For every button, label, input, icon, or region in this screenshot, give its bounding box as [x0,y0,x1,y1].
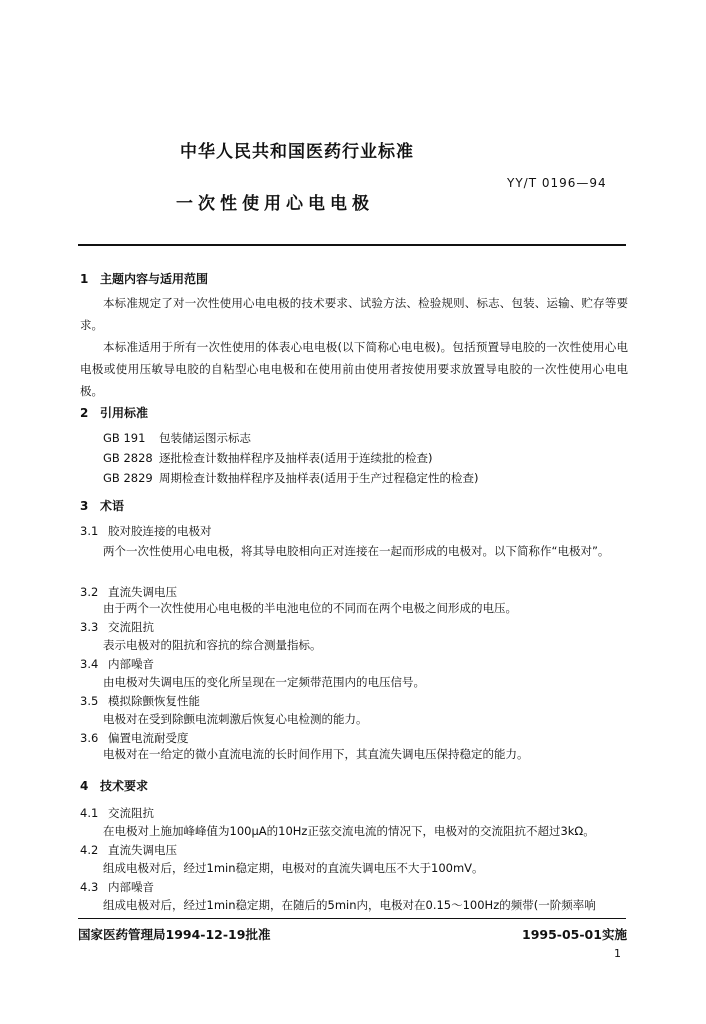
term-number: 3.2 [80,585,99,599]
section-4-heading [80,777,148,794]
term-definition: 表示电极对的阻抗和容抗的综合测量指标。 [103,638,322,652]
reference-item [103,470,478,486]
requirement-text: 组成电极对后，经过1min稳定期，电极对的直流失调电压不大于100mV。 [103,861,484,875]
term-number: 3.1 [80,524,99,538]
section-number: 4 [80,779,89,793]
requirement-text: 组成电极对后，经过1min稳定期，在随后的5min内，电极对在0.15～100Hz的频带(一阶频率响 [103,898,596,912]
term-number: 3.3 [80,620,99,634]
requirement-number: 4.1 [80,806,99,820]
reference-code: GB 2828 [103,451,153,465]
approval-info: 国家医药管理局1994-12-19批准 [78,927,271,942]
term-heading [80,693,200,709]
requirement-number: 4.2 [80,843,99,857]
standard-category-title: 中华人民共和国医药行业标准 [180,142,414,162]
requirement-heading [80,879,154,895]
term-number: 3.4 [80,657,99,671]
reference-code: GB 2829 [103,471,153,485]
term-heading [80,523,212,539]
term-title: 内部噪音 [108,657,154,671]
requirement-heading [80,842,177,858]
header-rule [78,244,626,246]
section-1-heading [80,270,208,287]
reference-text: 周期检查计数抽样程序及抽样表(适用于生产过程稳定性的检查) [159,471,479,485]
reference-item [103,450,432,466]
requirement-title: 直流失调电压 [108,843,177,857]
term-definition: 电极对在一给定的微小直流电流的长时间作用下，其直流失调电压保持稳定的能力。 [103,747,529,761]
page-number: 1 [614,947,621,960]
section-2-heading [80,404,148,421]
section-title: 引用标准 [100,406,149,420]
footer-rule [78,918,626,919]
requirement-title: 交流阻抗 [108,806,154,820]
term-number: 3.5 [80,694,99,708]
term-title: 模拟除颤恢复性能 [108,694,200,708]
reference-code: GB 191 [103,431,146,445]
standard-code: YY/T 0196—94 [507,176,607,190]
term-title: 偏置电流耐受度 [108,731,189,745]
document-title: 一次性使用心电电极 [176,194,374,214]
section-1-paragraph-2: 本标准适用于所有一次性使用的体表心电电极(以下简称心电电极)。包括预置导电胶的一次性使用心电电极或使用压敏导电胶的自粘型心电电极和在使用前由使用者按使用要求放置导电胶的一次性使用心电电极。 [80,340,628,398]
term-definition: 由电极对失调电压的变化所呈现在一定频带范围内的电压信号。 [103,675,425,689]
term-definition: 由于两个一次性使用心电电极的半电池电位的不同而在两个电极之间形成的电压。 [103,601,517,615]
section-number: 2 [80,406,89,420]
section-title: 术语 [100,499,125,513]
term-definition: 电极对在受到除颤电流刺激后恢复心电检测的能力。 [103,712,368,726]
term-heading [80,656,154,672]
section-number: 3 [80,499,89,513]
section-title: 技术要求 [100,779,149,793]
requirement-heading [80,805,154,821]
section-1-paragraph-1: 本标准规定了对一次性使用心电电极的技术要求、试验方法、检验规则、标志、包装、运输、贮存等要求。 [80,296,628,332]
term-definition: 两个一次性使用心电电极，将其导电胶相向正对连接在一起而形成的电极对。以下简称作“电极对”。 [103,544,610,558]
term-heading [80,619,154,635]
section-number: 1 [80,272,89,286]
term-title: 胶对胶连接的电极对 [108,524,212,538]
reference-item [103,430,251,446]
requirement-title: 内部噪音 [108,880,154,894]
reference-text: 逐批检查计数抽样程序及抽样表(适用于连续批的检查) [159,451,433,465]
effective-date: 1995-05-01实施 [522,927,627,942]
requirement-text: 在电极对上施加峰峰值为100μA的10Hz正弦交流电流的情况下，电极对的交流阻抗不超过3kΩ。 [103,824,595,838]
term-title: 交流阻抗 [108,620,154,634]
reference-text: 包装储运图示标志 [159,431,251,445]
term-number: 3.6 [80,731,99,745]
term-title: 直流失调电压 [108,585,177,599]
section-3-heading [80,497,124,514]
section-title: 主题内容与适用范围 [100,272,209,286]
requirement-number: 4.3 [80,880,99,894]
